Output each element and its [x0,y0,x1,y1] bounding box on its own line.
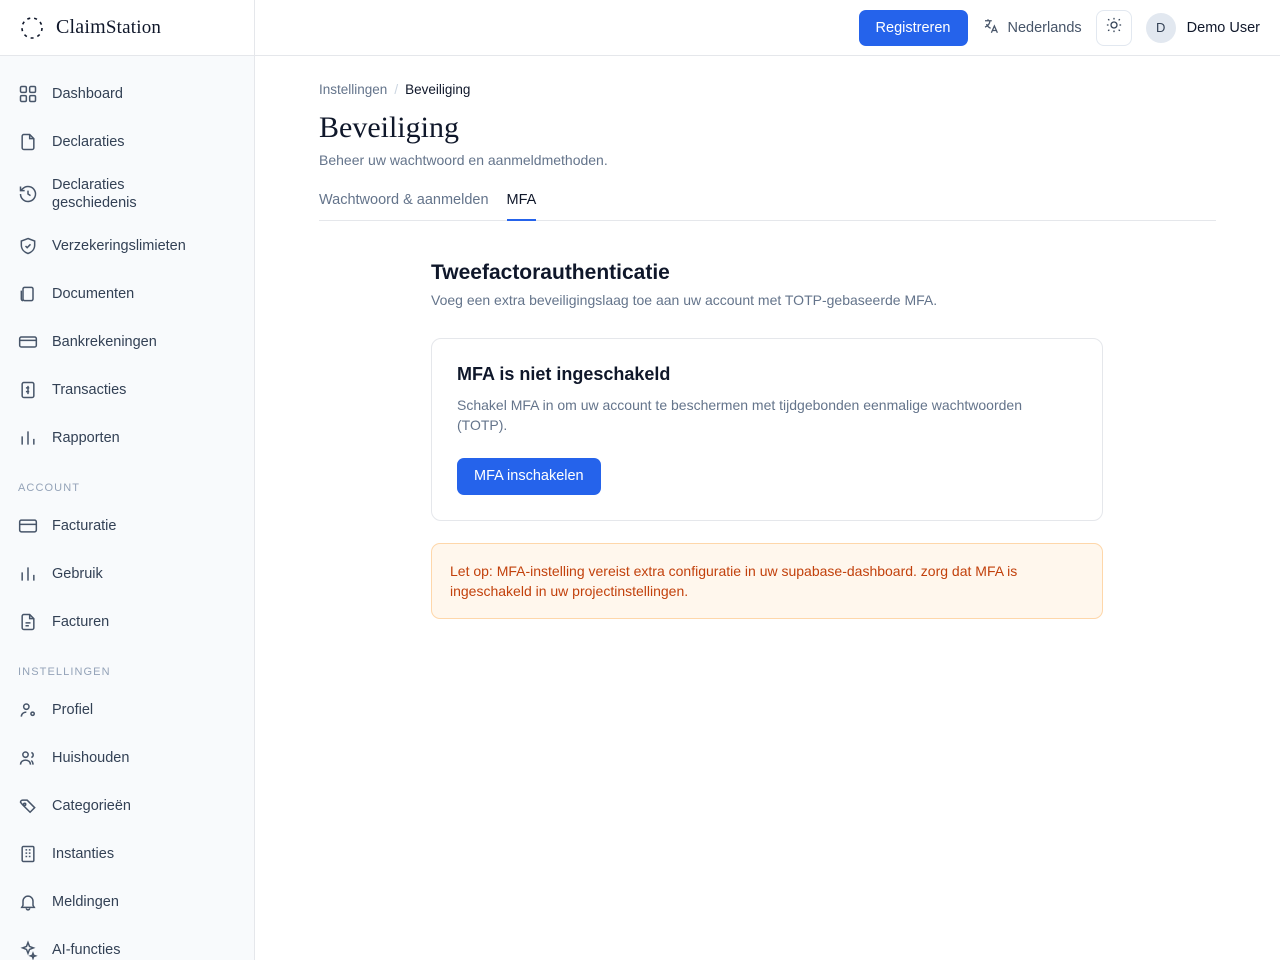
sidebar-item-declaraties[interactable] [0,118,254,166]
sidebar-item-declaraties-geschiedenis[interactable] [0,166,254,222]
sidebar-item-instanties[interactable] [0,830,254,878]
sidebar-item-bankrekeningen[interactable] [0,318,254,366]
documents-icon [18,284,38,304]
user-name: Demo User [1186,19,1260,36]
breadcrumb-current: Beveiliging [405,82,471,97]
sparkles-icon [18,940,38,960]
main-area [255,0,1280,960]
sidebar-item-label: Huishouden [52,749,130,766]
sidebar-item-gebruik[interactable] [0,550,254,598]
page-subtitle: Beheer uw wachtwoord en aanmeldmethoden. [319,152,608,168]
sidebar-item-label: Meldingen [52,893,119,910]
mfa-section-title: Tweefactorauthenticatie [431,261,670,284]
brand-name-part2: Station [105,17,162,38]
translate-icon [982,17,1000,39]
sidebar-item-label: AI-functies [52,941,121,958]
sidebar-item-facturen[interactable] [0,598,254,646]
mfa-status-card [431,338,1103,521]
avatar: D [1146,13,1176,43]
building-icon [18,844,38,864]
sidebar-section-instellingen: INSTELLINGEN [18,666,111,678]
sidebar-item-meldingen[interactable] [0,878,254,926]
page-content [255,56,1280,619]
mfa-warning-banner: Let op: MFA-instelling vereist extra configuratie in uw supabase-dashboard. zorg dat MFA is ingeschakeld in uw projectinstellingen. [431,543,1103,620]
sidebar-item-label: Transacties [52,381,127,398]
mfa-status-title: MFA is niet ingeschakeld [457,364,671,384]
sidebar-item-label: Facturatie [52,517,117,534]
user-menu[interactable] [1146,13,1260,43]
sidebar-item-categorieen[interactable] [0,782,254,830]
sidebar [0,0,255,960]
tab-wachtwoord-aanmelden[interactable]: Wachtwoord & aanmelden [319,192,489,208]
grid-icon [18,84,38,104]
sidebar-item-label: Instanties [52,845,115,862]
bar-chart-icon [18,564,38,584]
sidebar-nav [0,56,254,960]
tabs [319,192,1216,221]
language-selector[interactable] [982,17,1082,39]
sidebar-item-label: Documenten [52,285,135,302]
brand-name [56,16,161,39]
bar-chart-icon [18,428,38,448]
shield-icon [18,236,38,256]
circle-logo-icon [18,14,46,42]
sidebar-item-label: Profiel [52,701,94,718]
sidebar-item-verzekeringslimieten[interactable] [0,222,254,270]
register-button[interactable]: Registreren [859,10,968,46]
sidebar-item-label: Dashboard [52,85,123,102]
mfa-section-subtitle: Voeg een extra beveiligingslaag toe aan uw account met TOTP-gebaseerde MFA. [431,292,938,308]
user-settings-icon [18,700,38,720]
sidebar-item-dashboard[interactable] [0,70,254,118]
card-icon [18,332,38,352]
sidebar-item-profiel[interactable] [0,686,254,734]
users-icon [18,748,38,768]
sidebar-item-facturatie[interactable] [0,502,254,550]
sidebar-item-ai-functies[interactable] [0,926,254,960]
invoice-icon [18,612,38,632]
sun-icon [1105,16,1123,39]
sidebar-item-documenten[interactable] [0,270,254,318]
brand[interactable] [0,0,254,56]
tab-mfa[interactable]: MFA [507,192,537,221]
bell-icon [18,892,38,912]
breadcrumb-separator: / [394,82,399,97]
tag-icon [18,796,38,816]
language-label: Nederlands [1007,19,1082,36]
bill-icon [18,380,38,400]
sidebar-item-huishouden[interactable] [0,734,254,782]
sidebar-item-rapporten[interactable] [0,414,254,462]
file-icon [18,132,38,152]
sidebar-item-label: Rapporten [52,429,120,446]
breadcrumb-parent[interactable]: Instellingen [319,82,388,97]
sidebar-item-label: Gebruik [52,565,103,582]
sidebar-section-account: ACCOUNT [18,482,81,494]
sidebar-item-label: Facturen [52,613,110,630]
sidebar-item-label: Verzekeringslimieten [52,237,186,254]
sidebar-item-label: Declaraties [52,133,125,150]
sidebar-item-label: Bankrekeningen [52,333,157,350]
mfa-panel [431,261,1103,619]
page-title: Beveiliging [319,111,459,144]
brand-name-part1: Claim [56,16,106,38]
credit-card-icon [18,516,38,536]
enable-mfa-button[interactable]: MFA inschakelen [457,458,601,495]
sidebar-item-label: Declaraties geschiedenis [52,176,137,211]
sidebar-item-transacties[interactable] [0,366,254,414]
mfa-status-text: Schakel MFA in om uw account te beschermen met tijdgebonden eenmalige wachtwoorden (TOTP). [457,397,1022,434]
sidebar-item-label: Categorieën [52,797,131,814]
topbar [255,0,1280,56]
history-icon [18,184,38,204]
breadcrumb [319,82,1216,97]
theme-toggle-button[interactable] [1096,10,1132,46]
